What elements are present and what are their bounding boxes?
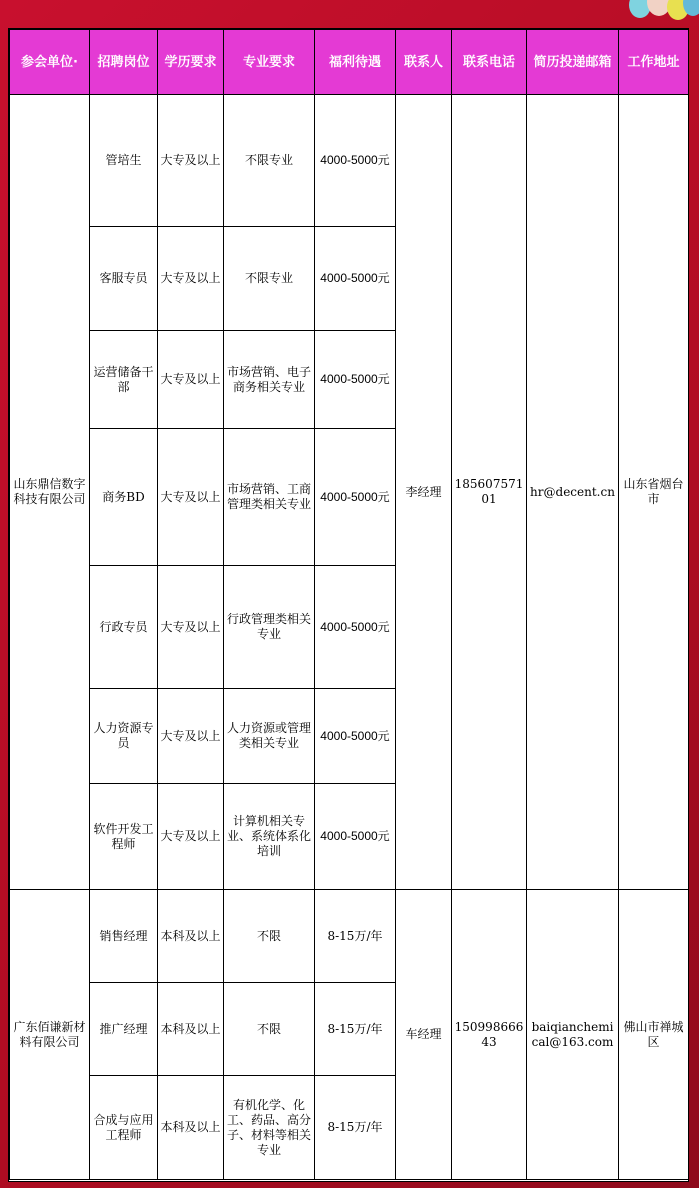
job-education: 大专及以上 [158,689,224,784]
contact-phone: 15099866643 [452,890,527,1180]
job-major: 市场营销、工商管理类相关专业 [224,429,315,566]
header-phone: 联系电话 [452,30,527,95]
job-salary: 4000-5000元 [315,227,396,331]
job-major: 计算机相关专业、系统体系化培训 [224,784,315,890]
job-education: 大专及以上 [158,784,224,890]
contact-person: 车经理 [396,890,452,1180]
job-education: 本科及以上 [158,890,224,983]
job-major: 不限专业 [224,95,315,227]
header-email: 简历投递邮箱 [527,30,619,95]
job-education: 大专及以上 [158,95,224,227]
job-major: 不限专业 [224,227,315,331]
job-salary: 8-15万/年 [315,1076,396,1180]
job-position: 客服专员 [90,227,158,331]
header-salary: 福利待遇 [315,30,396,95]
job-major: 人力资源或管理类相关专业 [224,689,315,784]
job-position: 行政专员 [90,566,158,689]
job-major: 市场营销、电子商务相关专业 [224,331,315,429]
table-row [10,890,689,983]
job-salary: 8-15万/年 [315,890,396,983]
header-contact: 联系人 [396,30,452,95]
header-address: 工作地址 [619,30,689,95]
contact-email[interactable]: baiqianchemical@163.com [527,890,619,1180]
job-salary: 4000-5000元 [315,689,396,784]
header-position: 招聘岗位 [90,30,158,95]
job-salary: 8-15万/年 [315,983,396,1076]
header-major: 专业要求 [224,30,315,95]
table-row [10,95,689,227]
job-education: 大专及以上 [158,566,224,689]
job-salary: 4000-5000元 [315,331,396,429]
job-major: 有机化学、化工、药品、高分子、材料等相关专业 [224,1076,315,1180]
job-position: 推广经理 [90,983,158,1076]
job-education: 大专及以上 [158,429,224,566]
job-major: 不限 [224,890,315,983]
header-education: 学历要求 [158,30,224,95]
work-address: 山东省烟台市 [619,95,689,890]
job-education: 大专及以上 [158,227,224,331]
job-salary: 4000-5000元 [315,784,396,890]
job-education: 大专及以上 [158,331,224,429]
job-salary: 4000-5000元 [315,95,396,227]
company-name: 广东佰谦新材料有限公司 [10,890,90,1180]
job-major: 不限 [224,983,315,1076]
job-position: 软件开发工程师 [90,784,158,890]
job-education: 本科及以上 [158,1076,224,1180]
job-position: 销售经理 [90,890,158,983]
job-salary: 4000-5000元 [315,429,396,566]
contact-person: 李经理 [396,95,452,890]
job-position: 人力资源专员 [90,689,158,784]
job-salary: 4000-5000元 [315,566,396,689]
contact-phone: 18560757101 [452,95,527,890]
job-position: 管培生 [90,95,158,227]
recruitment-table-frame [8,28,689,1182]
job-position: 运营储备干部 [90,331,158,429]
recruitment-table [9,29,689,1180]
header-company: 参会单位· [10,30,90,95]
work-address: 佛山市禅城区 [619,890,689,1180]
company-name: 山东鼎信数字科技有限公司 [10,95,90,890]
contact-email[interactable]: hr@decent.cn [527,95,619,890]
job-position: 合成与应用工程师 [90,1076,158,1180]
balloons-decoration [609,0,699,30]
job-major: 行政管理类相关专业 [224,566,315,689]
job-position: 商务BD [90,429,158,566]
header-row [10,30,689,95]
job-education: 本科及以上 [158,983,224,1076]
